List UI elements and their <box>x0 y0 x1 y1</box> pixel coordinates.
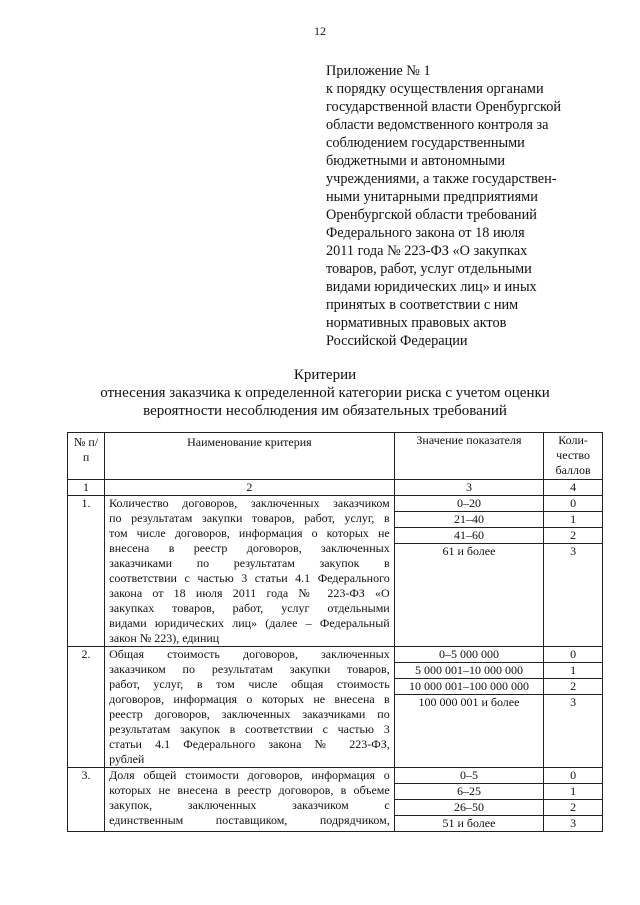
column-number: 1 <box>68 480 105 496</box>
appendix-line: Оренбургской области требований <box>326 207 537 223</box>
points-value: 1 <box>544 784 602 800</box>
criterion-name-line: заказчиком по результатам закупки товаров, <box>109 662 390 676</box>
header-value: Значение показателя <box>394 433 543 480</box>
appendix-line: товаров, работ, услуг отдельными <box>326 261 532 277</box>
criterion-name-line: закон № 223), единиц <box>109 631 220 645</box>
header-points: Коли-чество баллов <box>544 433 603 480</box>
indicator-value: 0–20 <box>395 496 543 512</box>
criterion-name-line: рублей <box>109 752 145 766</box>
table-row <box>68 496 603 647</box>
criterion-name-line: результатам закупок в соответствии с частью 3 <box>109 722 390 736</box>
criterion-name <box>105 768 395 832</box>
points-values <box>544 647 603 768</box>
indicator-value: 6–25 <box>395 784 543 800</box>
appendix-line: принятых в соответствии с ним <box>326 297 519 313</box>
indicator-value: 41–60 <box>395 528 543 544</box>
points-value: 0 <box>544 496 602 512</box>
appendix-line: бюджетными и автономными <box>326 153 506 169</box>
appendix-line: Приложение № 1 <box>326 63 431 79</box>
criterion-name-line: реестр договоров, заключенных заказчиками по <box>109 707 390 721</box>
column-number: 3 <box>394 480 543 496</box>
points-value: 2 <box>544 679 602 695</box>
indicator-values <box>394 647 543 768</box>
row-number: 2. <box>68 647 105 768</box>
criterion-name-line: которых не внесена в реестр договоров, в объеме <box>109 783 390 797</box>
appendix-line: государственной власти Оренбургской <box>326 99 562 115</box>
appendix-line: области ведомственного контроля за <box>326 117 549 133</box>
criterion-name-line: Общая стоимость договоров, заключенных <box>109 647 390 661</box>
title-heading: Критерии <box>293 367 357 383</box>
appendix-line: 2011 года № 223-ФЗ «О закупках <box>326 243 528 259</box>
criterion-name-line: закупок, заключенных заказчиком с <box>109 798 390 812</box>
appendix-header <box>326 62 616 350</box>
criterion-name-line: внесена в реестр договоров, заключенных <box>109 541 390 555</box>
column-number: 4 <box>544 480 603 496</box>
points-value: 1 <box>544 512 602 528</box>
criterion-name-line: по результатам закупки товаров, работ, услуг, в <box>109 511 390 525</box>
indicator-value: 21–40 <box>395 512 543 528</box>
appendix-line: ными унитарными предприятиями <box>326 189 538 205</box>
criterion-name-line: договоров, информация о которых не внесена в <box>109 692 390 706</box>
table-row <box>68 768 603 832</box>
column-number: 2 <box>105 480 395 496</box>
criterion-name-line: Доля общей стоимости договоров, информация о <box>109 768 390 782</box>
indicator-values <box>394 768 543 832</box>
points-values <box>544 496 603 647</box>
points-value: 3 <box>570 695 577 709</box>
row-number: 3. <box>68 768 105 832</box>
appendix-line: к порядку осуществления органами <box>326 81 544 97</box>
title-line-2: вероятности несоблюдения им обязательных требований <box>143 403 507 419</box>
appendix-line: соблюдением государственными <box>326 135 525 151</box>
criterion-name-line: соответствии с частью 3 статьи 4.1 Федерального <box>109 571 390 585</box>
indicator-value: 10 000 001–100 000 000 <box>395 679 543 695</box>
table-row <box>68 647 603 768</box>
appendix-line: нормативных правовых актов <box>326 315 507 331</box>
appendix-line: Российской Федерации <box>326 333 468 349</box>
points-value: 2 <box>544 528 602 544</box>
criteria-table <box>67 432 603 832</box>
criterion-name-line: закона от 18 июля 2011 года № 223-ФЗ «О <box>109 586 390 600</box>
appendix-line: Федерального закона от 18 июля <box>326 225 525 241</box>
page-number: 12 <box>314 24 326 38</box>
criterion-name <box>105 496 395 647</box>
points-value: 3 <box>570 816 577 830</box>
appendix-line: видами юридических лиц» и иных <box>326 279 537 295</box>
points-values <box>544 768 603 832</box>
criterion-name-line: единственным поставщиком, подрядчиком, <box>109 813 390 827</box>
document-title <box>90 366 560 420</box>
appendix-line: учреждениями, а также государствен- <box>326 171 557 187</box>
criterion-name-line: заказчиками по результатам закупок в <box>109 556 390 570</box>
criterion-name-line: работ, услуг, в том числе общая стоимость <box>109 677 390 691</box>
indicator-value: 61 и более <box>442 544 496 558</box>
indicator-value: 26–50 <box>395 800 543 816</box>
indicator-values <box>394 496 543 647</box>
criterion-name-line: Количество договоров, заключенных заказчиком <box>109 496 390 510</box>
points-value: 2 <box>544 800 602 816</box>
indicator-value: 0–5 <box>395 768 543 784</box>
points-value: 1 <box>544 663 602 679</box>
header-name: Наименование критерия <box>105 433 395 480</box>
points-value: 0 <box>544 768 602 784</box>
column-number-row <box>68 480 603 496</box>
criterion-name-line: закупках товаров, работ, услуг отдельными <box>109 601 390 615</box>
criterion-name-line: том числе договоров, информация о которых не <box>109 526 390 540</box>
criterion-name-line: видами юридических лиц» (далее – Федеральный <box>109 616 390 630</box>
points-value: 3 <box>570 544 577 558</box>
indicator-value: 5 000 001–10 000 000 <box>395 663 543 679</box>
indicator-value: 100 000 001 и более <box>418 695 520 709</box>
title-line-1: отнесения заказчика к определенной категории риска с учетом оценки <box>100 385 550 401</box>
indicator-value: 0–5 000 000 <box>395 647 543 663</box>
criterion-name <box>105 647 395 768</box>
table-header-row <box>68 433 603 480</box>
points-value: 0 <box>544 647 602 663</box>
indicator-value: 51 и более <box>442 816 496 830</box>
row-number: 1. <box>68 496 105 647</box>
header-num: № п/п <box>68 433 105 480</box>
criterion-name-line: статьи 4.1 Федерального закона № 223-ФЗ, <box>109 737 390 751</box>
